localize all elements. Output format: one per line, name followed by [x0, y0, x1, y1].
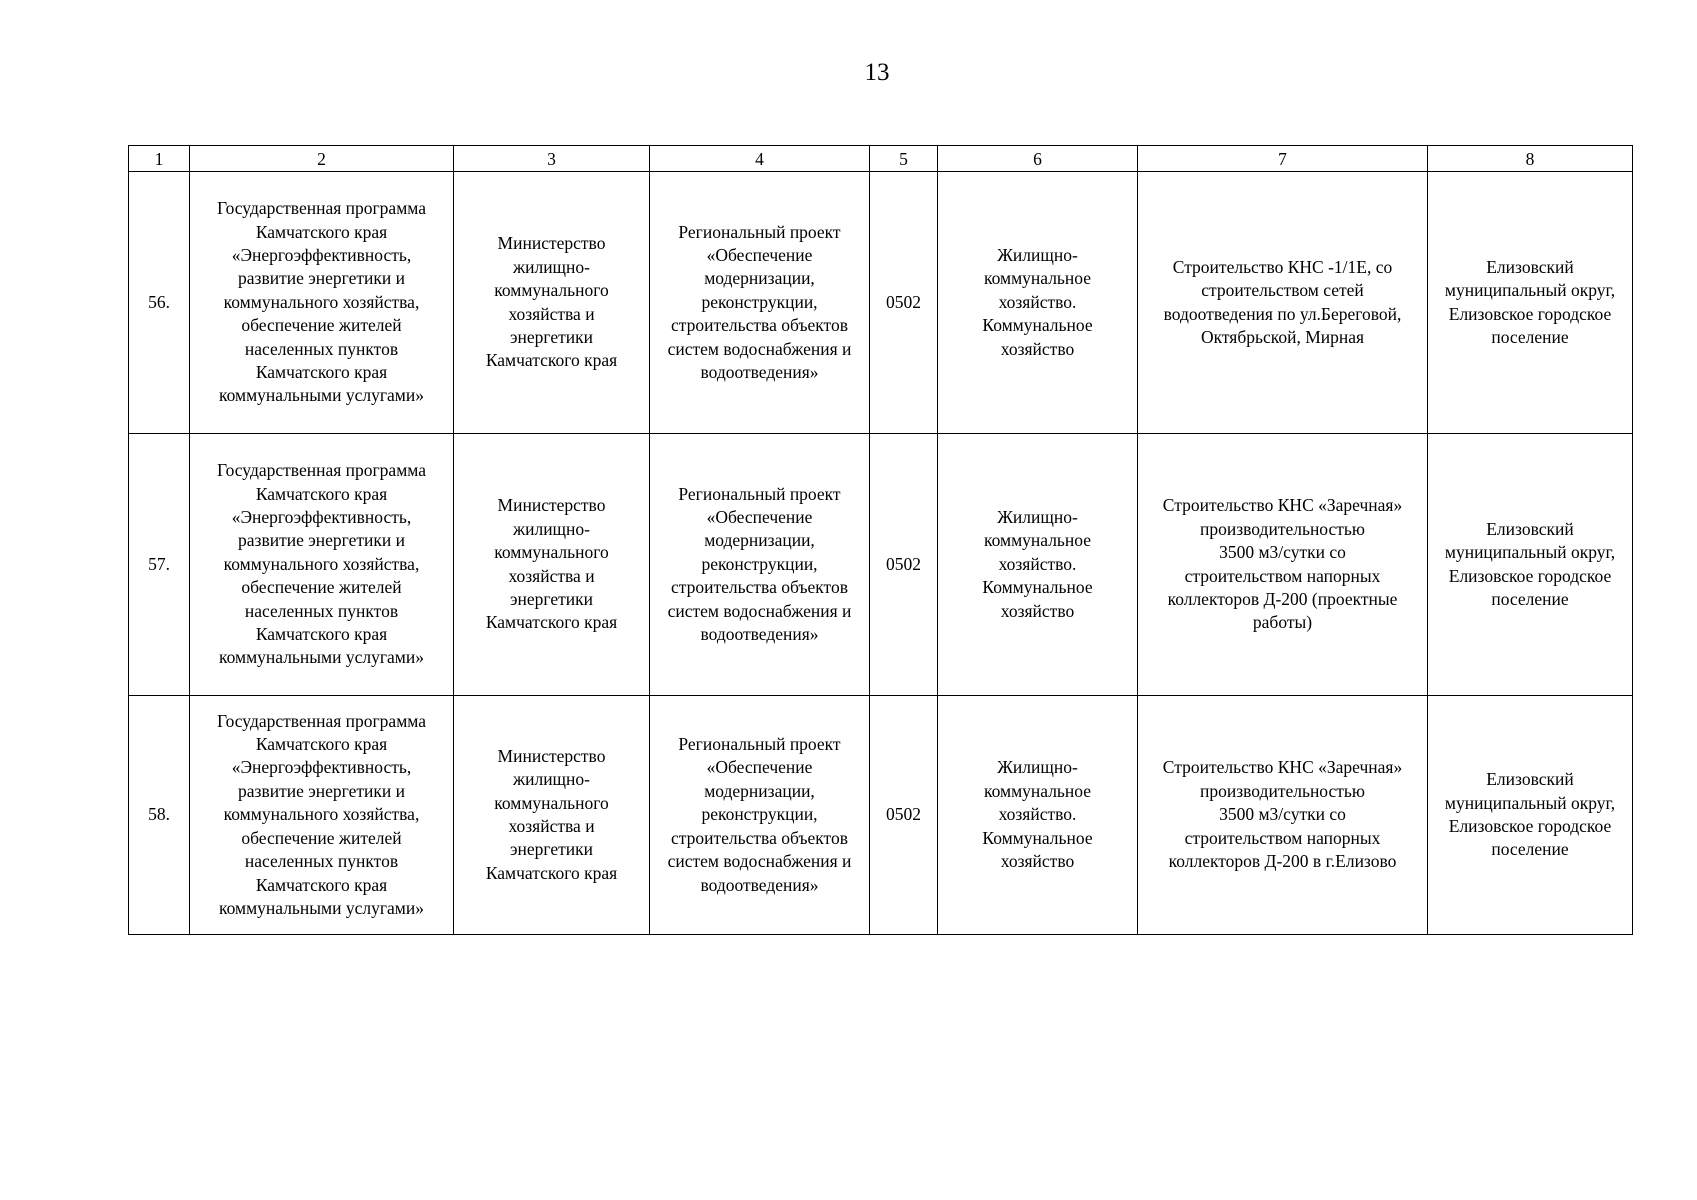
project-cell [650, 696, 870, 935]
project-cell [650, 434, 870, 696]
section-cell [938, 434, 1138, 696]
header-cell: 1 [129, 146, 190, 172]
object-text: Строительство КНС «Заречная» производительностью 3500 м3/сутки со строительством напорных коллекторов Д-200 в г.Елизово [1162, 757, 1403, 872]
section-text: Жилищно- коммунальное хозяйство. Коммунальное хозяйство [982, 506, 1093, 621]
ministry-text: Министерство жилищно- коммунального хозяйства и энергетики Камчатского края [485, 745, 618, 883]
program-text: Государственная программа Камчатского края «Энергоэффективность, развитие энергетики и коммунального хозяйства, обеспечение жителей населенных пунктов Камчатского края коммунальными услугами» [217, 460, 426, 668]
ministry-text: Министерство жилищно- коммунального хозяйства и энергетики Камчатского края [485, 495, 618, 633]
code-cell [870, 696, 938, 935]
object-cell [1138, 696, 1428, 935]
object-text: Строительство КНС «Заречная» производительностью 3500 м3/сутки со строительством напорных коллекторов Д-200 (проектные работы) [1162, 495, 1403, 633]
header-cell: 3 [454, 146, 650, 172]
row-number: 58. [148, 804, 170, 825]
project-text: Региональный проект «Обеспечение модернизации, реконструкции, строительства объектов систем водоснабжения и водоотведения» [667, 221, 852, 383]
header-cell: 6 [938, 146, 1138, 172]
row-number: 56. [148, 291, 170, 312]
header-cell: 8 [1428, 146, 1633, 172]
code-cell [870, 172, 938, 434]
location-cell [1428, 172, 1633, 434]
ministry-cell [454, 696, 650, 935]
row-number-cell [129, 172, 190, 434]
code-text: 0502 [886, 553, 921, 574]
project-text: Региональный проект «Обеспечение модернизации, реконструкции, строительства объектов систем водоснабжения и водоотведения» [667, 483, 852, 645]
header-cell: 2 [190, 146, 454, 172]
table-row [129, 172, 1633, 434]
program-cell [190, 696, 454, 935]
ministry-cell [454, 434, 650, 696]
program-text: Государственная программа Камчатского края «Энергоэффективность, развитие энергетики и коммунального хозяйства, обеспечение жителей населенных пунктов Камчатского края коммунальными услугами» [217, 198, 426, 406]
location-cell [1428, 434, 1633, 696]
section-cell [938, 696, 1138, 935]
ministry-cell [454, 172, 650, 434]
object-cell [1138, 172, 1428, 434]
row-number-cell [129, 696, 190, 935]
program-cell [190, 434, 454, 696]
table-row [129, 696, 1633, 935]
location-text: Елизовский муниципальный округ, Елизовское городское поселение [1444, 518, 1616, 609]
code-text: 0502 [886, 804, 921, 825]
header-cell: 5 [870, 146, 938, 172]
location-text: Елизовский муниципальный округ, Елизовское городское поселение [1444, 256, 1616, 347]
location-text: Елизовский муниципальный округ, Елизовское городское поселение [1444, 769, 1616, 860]
object-cell [1138, 434, 1428, 696]
header-cell: 4 [650, 146, 870, 172]
section-cell [938, 172, 1138, 434]
section-text: Жилищно- коммунальное хозяйство. Коммунальное хозяйство [982, 757, 1093, 872]
row-number-cell [129, 434, 190, 696]
row-number: 57. [148, 553, 170, 574]
program-text: Государственная программа Камчатского края «Энергоэффективность, развитие энергетики и коммунального хозяйства, обеспечение жителей населенных пунктов Камчатского края коммунальными услугами» [217, 710, 426, 918]
location-cell [1428, 696, 1633, 935]
project-text: Региональный проект «Обеспечение модернизации, реконструкции, строительства объектов систем водоснабжения и водоотведения» [667, 734, 852, 895]
section-text: Жилищно- коммунальное хозяйство. Коммунальное хозяйство [982, 244, 1093, 359]
page-number: 13 [864, 59, 890, 86]
ministry-text: Министерство жилищно- коммунального хозяйства и энергетики Камчатского края [485, 233, 618, 371]
data-table [128, 145, 1633, 935]
program-cell [190, 172, 454, 434]
table-header-row [129, 146, 1633, 172]
code-text: 0502 [886, 291, 921, 312]
project-cell [650, 172, 870, 434]
header-cell: 7 [1138, 146, 1428, 172]
object-text: Строительство КНС -1/1Е, со строительством сетей водоотведения по ул.Береговой, Октябрьской, Мирная [1163, 256, 1402, 347]
table-row [129, 434, 1633, 696]
code-cell [870, 434, 938, 696]
